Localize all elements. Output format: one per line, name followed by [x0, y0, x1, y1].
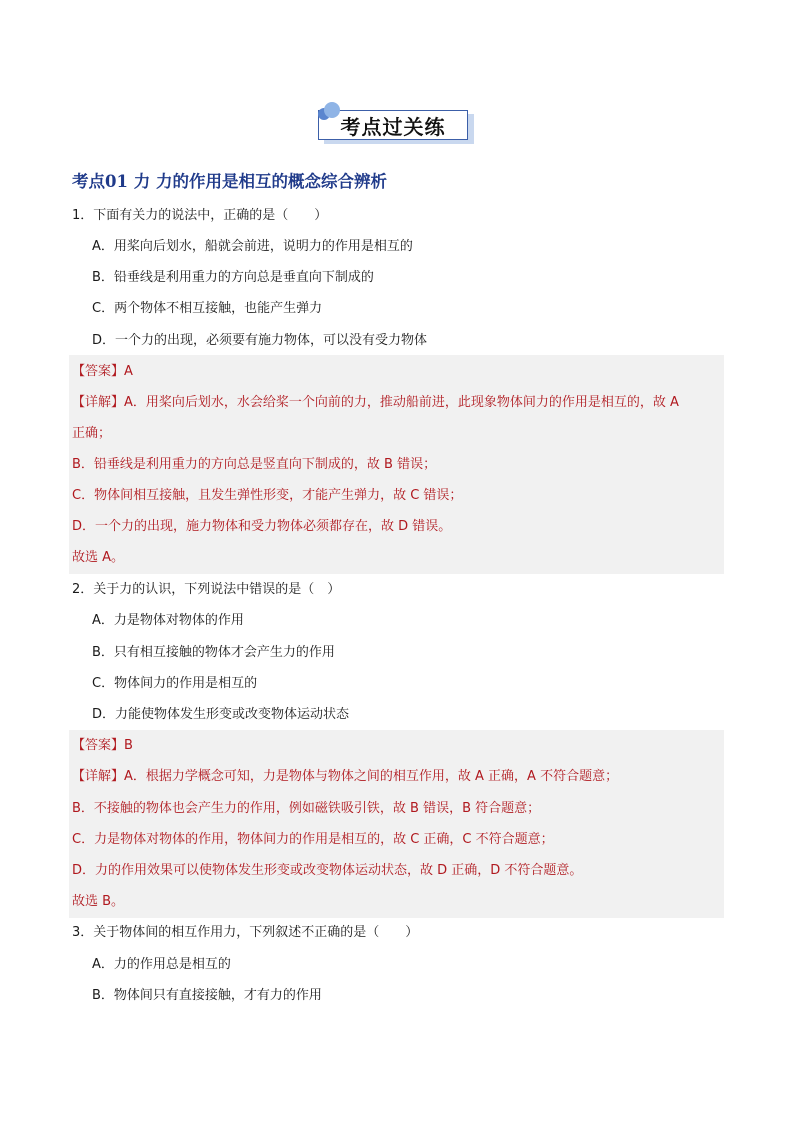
question-2-option-d: D．力能使物体发生形变或改变物体运动状态	[92, 707, 350, 722]
section-heading: 考点01 力 力的作用是相互的概念综合辨析	[72, 172, 387, 191]
question-1-conclusion: 故选 A。	[72, 550, 125, 565]
question-2-explain-line: C．力是物体对物体的作用，物体间力的作用是相互的，故 C 正确，C 不符合题意；	[72, 832, 554, 847]
question-1-stem: 1．下面有关力的说法中，正确的是（ ）	[72, 208, 328, 223]
question-1-answer: 【答案】A	[72, 364, 133, 379]
question-2-conclusion: 故选 B。	[72, 894, 125, 909]
question-1-option-a: A．用桨向后划水，船就会前进，说明力的作用是相互的	[92, 239, 413, 254]
question-2-answer: 【答案】B	[72, 738, 133, 753]
question-1-explain-line: 正确；	[72, 426, 112, 441]
question-2-option-b: B．只有相互接触的物体才会产生力的作用	[92, 645, 335, 660]
question-1-explain-line: B．铅垂线是利用重力的方向总是竖直向下制成的，故 B 错误；	[72, 457, 437, 472]
question-2-stem: 2．关于力的认识，下列说法中错误的是（ ）	[72, 582, 341, 597]
question-2-explain-line: D．力的作用效果可以使物体发生形变或改变物体运动状态，故 D 正确，D 不符合题意。	[72, 863, 583, 878]
question-2-explain-line: 【详解】A．根据力学概念可知，力是物体与物体之间的相互作用，故 A 正确，A 不符合题意；	[72, 769, 619, 784]
page-title: 考点过关练	[340, 114, 446, 139]
question-1-option-c: C．两个物体不相互接触，也能产生弹力	[92, 301, 323, 316]
question-3-option-a: A．力的作用总是相互的	[92, 957, 231, 972]
question-3-option-b: B．物体间只有直接接触，才有力的作用	[92, 988, 322, 1003]
title-badge	[318, 102, 478, 146]
question-1-explain-line: D．一个力的出现，施力物体和受力物体必须都存在，故 D 错误。	[72, 519, 452, 534]
question-2-answer-panel	[69, 730, 724, 918]
question-2-option-a: A．力是物体对物体的作用	[92, 613, 244, 628]
title-box	[318, 110, 468, 140]
decorative-circle-icon	[324, 102, 340, 118]
question-1-option-d: D．一个力的出现，必须要有施力物体，可以没有受力物体	[92, 333, 428, 348]
question-2-option-c: C．物体间力的作用是相互的	[92, 676, 258, 691]
question-1-option-b: B．铅垂线是利用重力的方向总是垂直向下制成的	[92, 270, 374, 285]
question-2-explain-line: B．不接触的物体也会产生力的作用，例如磁铁吸引铁，故 B 错误，B 符合题意；	[72, 801, 541, 816]
question-1-explain-line: 【详解】A．用桨向后划水，水会给桨一个向前的力，推动船前进，此现象物体间力的作用是相互的，故 A	[72, 395, 679, 410]
question-1-explain-line: C．物体间相互接触，且发生弹性形变，才能产生弹力，故 C 错误；	[72, 488, 463, 503]
question-3-stem: 3．关于物体间的相互作用力，下列叙述不正确的是（ ）	[72, 925, 419, 940]
